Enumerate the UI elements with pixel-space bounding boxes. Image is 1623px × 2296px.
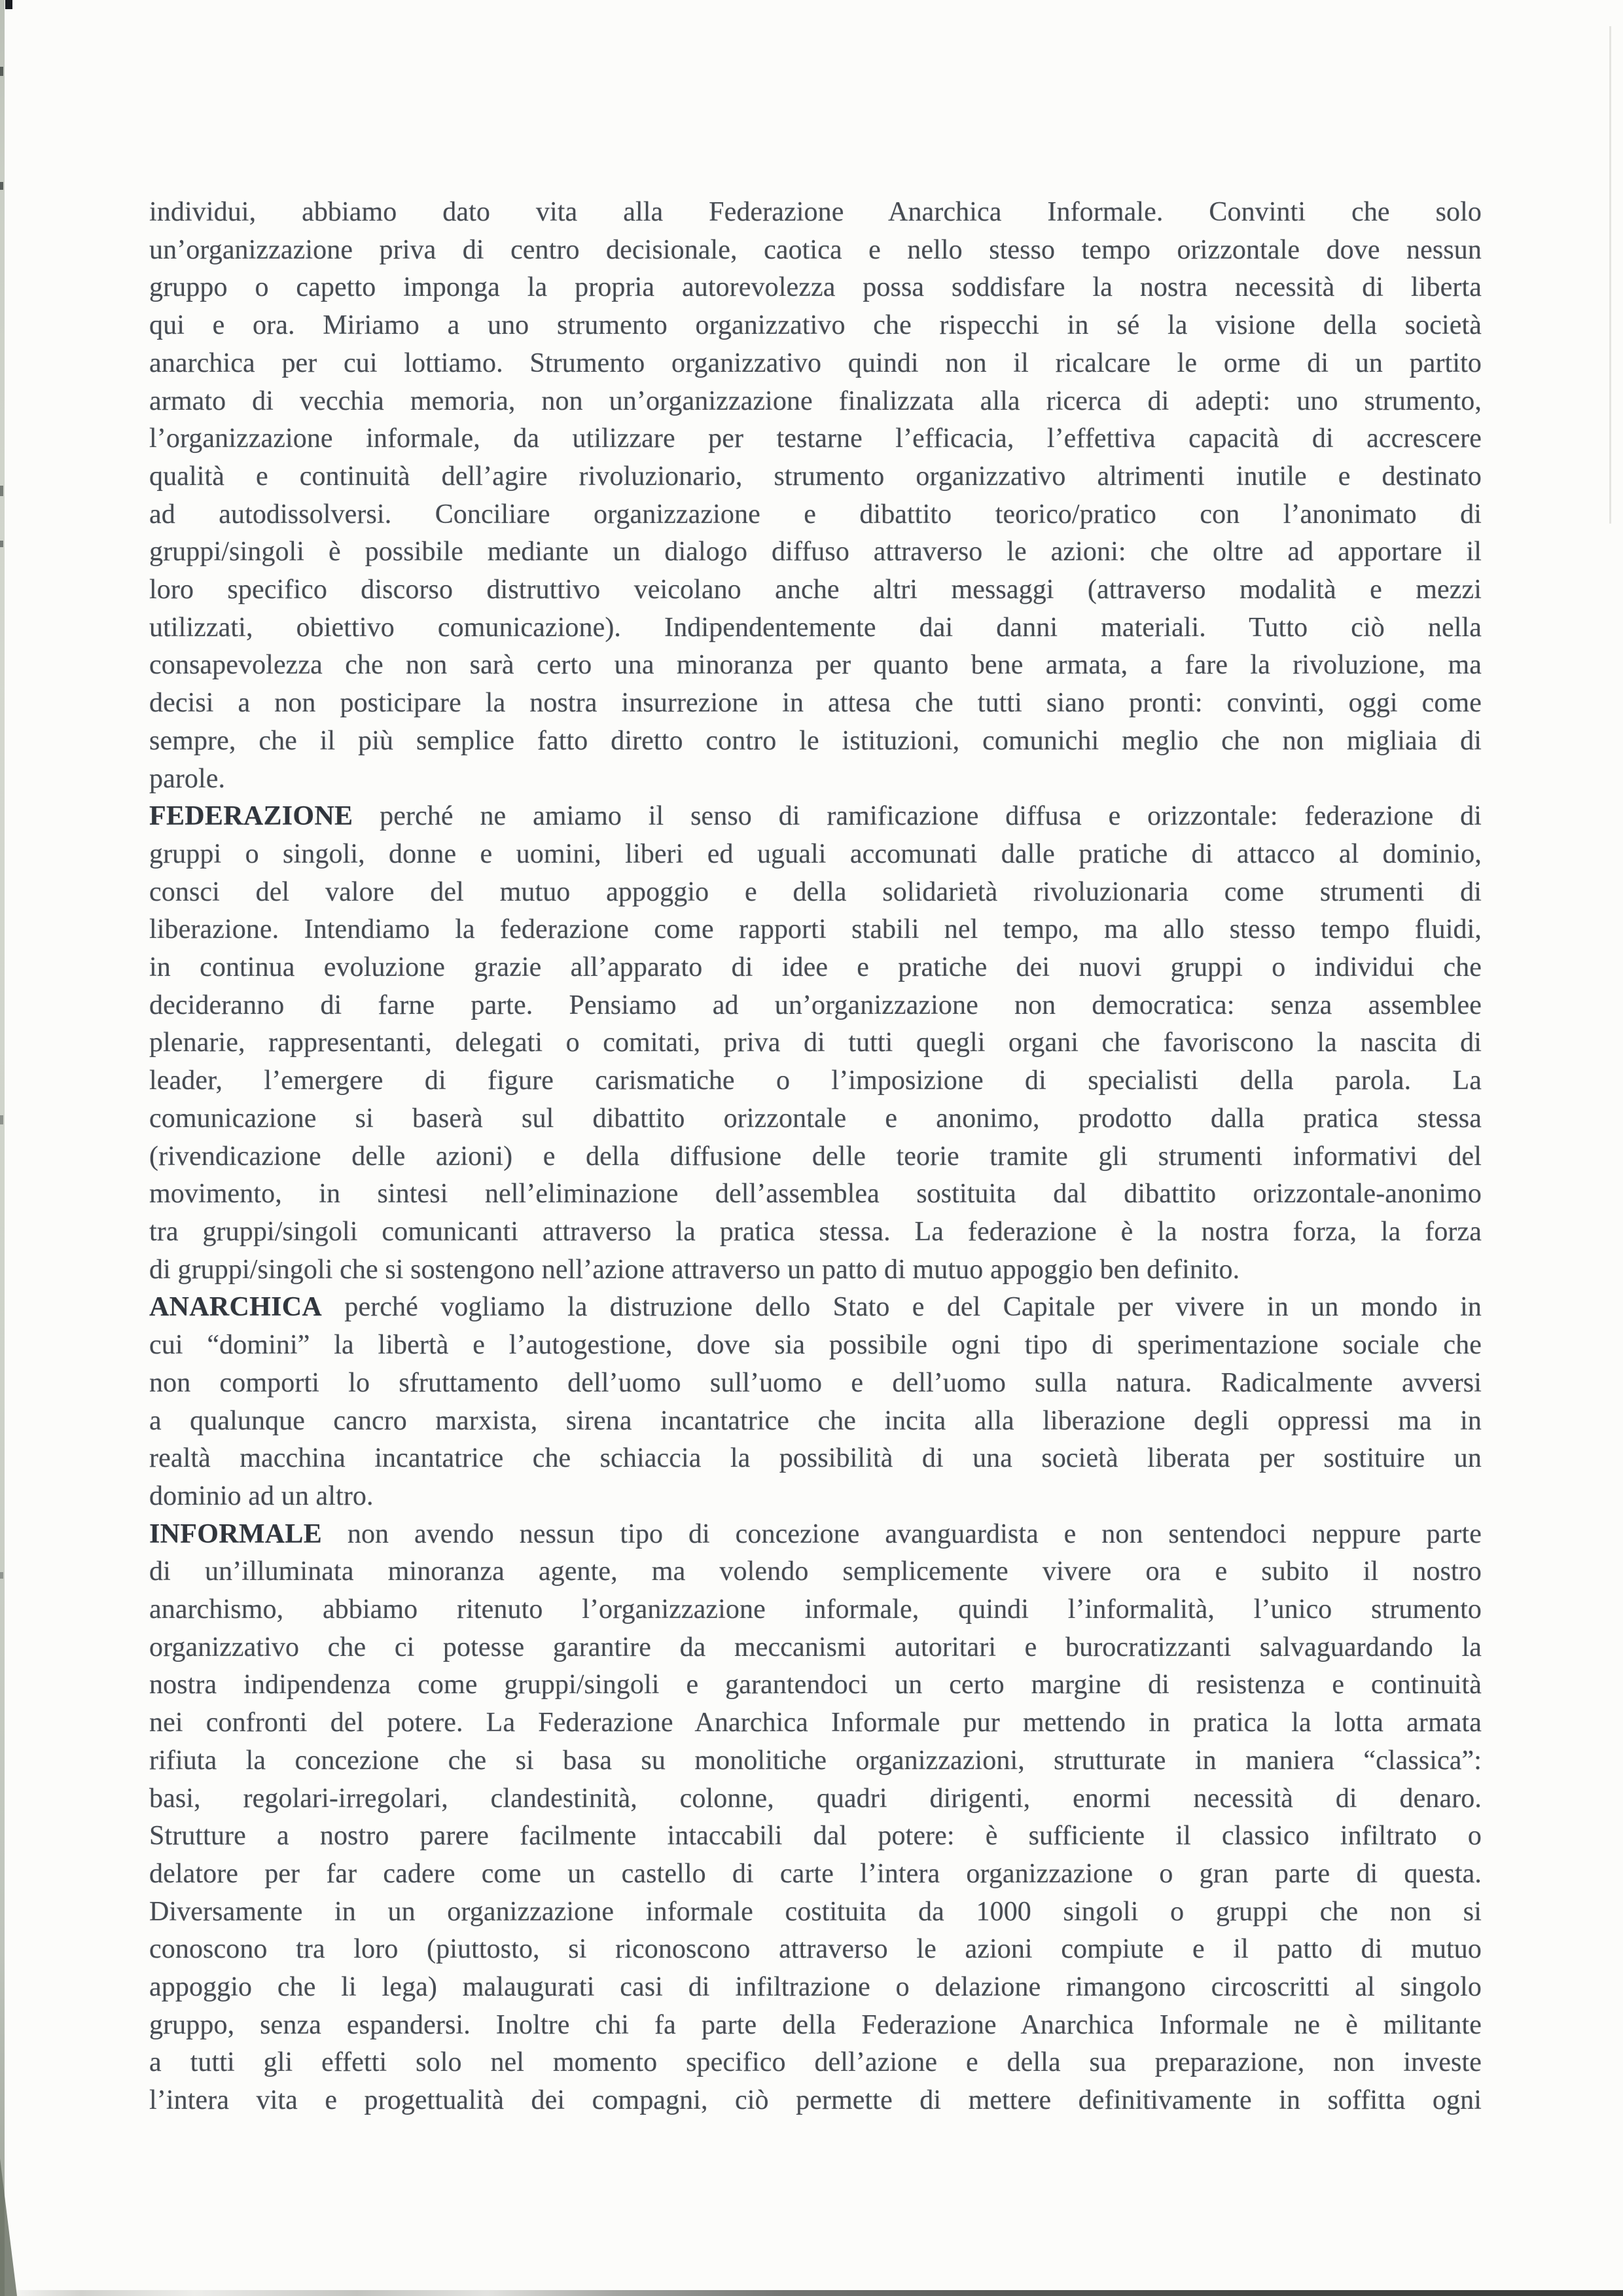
- paragraph: [149, 1289, 1482, 1515]
- text-line: Strutture a nostro parere facilmente intaccabili dal potere: è sufficiente il classico infiltrato o: [149, 1821, 1482, 1852]
- text-line: tra gruppi/singoli comunicanti attraverso la pratica stessa. La federazione è la nostra forza, la forza: [149, 1216, 1482, 1247]
- text-line: liberazione. Intendiamo la federazione come rapporti stabili nel tempo, ma allo stesso tempo fluidi,: [149, 914, 1482, 945]
- paragraph: [149, 194, 1482, 798]
- text-line: utilizzati, obiettivo comunicazione). Indipendentemente dai danni materiali. Tutto ciò nella: [149, 612, 1482, 643]
- scan-bottom-edge-strip: [0, 2290, 1623, 2296]
- text-line: appoggio che li lega) malaugurati casi di infiltrazione o delazione rimangono circoscritti al singolo: [149, 1972, 1482, 2003]
- text-line: anarchica per cui lottiamo. Strumento organizzativo quindi non il ricalcare le orme di un partito: [149, 348, 1482, 378]
- text-line: (rivendicazione delle azioni) e della diffusione delle teorie tramite gli strumenti informativi del: [149, 1141, 1482, 1172]
- text-line: decideranno di farne parte. Pensiamo ad un’organizzazione non democratica: senza assemblee: [149, 990, 1482, 1020]
- scan-corner-mark: [5, 0, 12, 9]
- text-line: a tutti gli effetti solo nel momento specifico dell’azione e della sua preparazione, non investe: [149, 2047, 1482, 2078]
- text-line: conoscono tra loro (piuttosto, si riconoscono attraverso le azioni compiute e il patto di mutuo: [149, 1934, 1482, 1965]
- text-line: nei confronti del potere. La Federazione Anarchica Informale pur mettendo in pratica la lotta armata: [149, 1708, 1482, 1738]
- text-line: delatore per far cadere come un castello di carte l’intera organizzazione o gran parte di questa.: [149, 1858, 1482, 1889]
- text-line: dominio ad un altro.: [149, 1480, 374, 1511]
- text-line: anarchismo, abbiamo ritenuto l’organizzazione informale, quindi l’informalità, l’unico strumento: [149, 1594, 1482, 1625]
- text-line: Diversamente in un organizzazione informale costituita da 1000 singoli o gruppi che non si: [149, 1896, 1482, 1927]
- text-line: gruppo o capetto imponga la propria autorevolezza possa soddisfare la nostra necessità di liberta: [149, 272, 1482, 303]
- text-line: consapevolezza che non sarà certo una minoranza per quanto bene armata, a fare la rivoluzione, ma: [149, 650, 1482, 681]
- paragraph-lead-word: FEDERAZIONE: [149, 801, 353, 832]
- text-line: sempre, che il più semplice fatto diretto contro le istituzioni, comunichi meglio che non migliaia di: [149, 725, 1482, 756]
- text-line: di gruppi/singoli che si sostengono nell’azione attraverso un patto di mutuo appoggio ben definito.: [149, 1254, 1240, 1285]
- text-line: plenarie, rappresentanti, delegati o comitati, priva di tutti quegli organi che favoriscono la nascita di: [149, 1028, 1482, 1058]
- text-line: gruppi/singoli è possibile mediante un dialogo diffuso attraverso le azioni: che oltre ad apportare il: [149, 537, 1482, 567]
- text-line: consci del valore del mutuo appoggio e della solidarietà rivoluzionaria come strumenti di: [149, 876, 1482, 907]
- text-line: organizzativo che ci potesse garantire da meccanismi autoritari e burocratizzanti salvaguardando la: [149, 1632, 1482, 1662]
- text-line: comunicazione si baserà sul dibattito orizzontale e anonimo, prodotto dalla pratica stessa: [149, 1103, 1482, 1134]
- text-line: un’organizzazione priva di centro decisionale, caotica e nello stesso tempo orizzontale dove nessun: [149, 234, 1482, 265]
- text-line: loro specifico discorso distruttivo veicolano anche altri messaggi (attraverso modalità e mezzi: [149, 575, 1482, 605]
- scan-edge-dash: [0, 1115, 3, 1124]
- text-line: ANARCHICA perché vogliamo la distruzione dello Stato e del Capitale per vivere in un mondo in: [149, 1292, 1482, 1323]
- text-line: non comporti lo sfruttamento dell’uomo sull’uomo e dell’uomo sulla natura. Radicalmente avversi: [149, 1367, 1482, 1398]
- text-line: rifiuta la concezione che si basa su monolitiche organizzazioni, strutturate in maniera “classica”:: [149, 1745, 1482, 1776]
- text-line: parole.: [149, 763, 226, 794]
- scan-left-edge-strip: [0, 0, 5, 2296]
- text-line: realtà macchina incantatrice che schiaccia la possibilità di una società liberata per sostituire un: [149, 1443, 1482, 1474]
- text-line: a qualunque cancro marxista, sirena incantatrice che incita alla liberazione degli oppressi ma in: [149, 1405, 1482, 1436]
- text-line: gruppi o singoli, donne e uomini, liberi ed uguali accomunati dalle pratiche di attacco al dominio,: [149, 838, 1482, 869]
- text-line: movimento, in sintesi nell’eliminazione dell’assemblea sostituita dal dibattito orizzontale-anonimo: [149, 1179, 1482, 1210]
- scan-bottom-left-wedge: [0, 2159, 17, 2296]
- scan-edge-dash: [0, 182, 3, 190]
- text-line: basi, regolari-irregolari, clandestinità, colonne, quadri dirigenti, enormi necessità di denaro.: [149, 1783, 1482, 1814]
- text-line: FEDERAZIONE perché ne amiamo il senso di ramificazione diffusa e orizzontale: federazione di: [149, 801, 1482, 832]
- text-line: l’intera vita e progettualità dei compagni, ciò permette di mettere definitivamente in soffitta ogni: [149, 2085, 1482, 2116]
- document-body: [149, 194, 1482, 2120]
- text-line: cui “domini” la libertà e l’autogestione, dove sia possibile ogni tipo di sperimentazione sociale che: [149, 1330, 1482, 1361]
- text-line: nostra indipendenza come gruppi/singoli e garantendoci un certo margine di resistenza e continuità: [149, 1670, 1482, 1700]
- text-line: decisi a non posticipare la nostra insurrezione in attesa che tutti siano pronti: convinti, oggi come: [149, 688, 1482, 719]
- text-line: in continua evoluzione grazie all’apparato di idee e pratiche dei nuovi gruppi o individui che: [149, 952, 1482, 983]
- text-line: qui e ora. Miriamo a uno strumento organizzativo che rispecchi in sé la visione della società: [149, 310, 1482, 341]
- text-line: INFORMALE non avendo nessun tipo di concezione avanguardista e non sentendoci neppure parte: [149, 1518, 1482, 1549]
- scan-edge-dash: [0, 486, 3, 496]
- paragraph: [149, 1516, 1482, 2120]
- text-line: leader, l’emergere di figure carismatiche o l’imposizione di specialisti della parola. La: [149, 1066, 1482, 1096]
- paragraph-lead-word: ANARCHICA: [149, 1292, 323, 1323]
- text-line: ad autodissolversi. Conciliare organizzazione e dibattito teorico/pratico con l’anonimato di: [149, 499, 1482, 529]
- text-line: gruppo, senza espandersi. Inoltre chi fa parte della Federazione Anarchica Informale ne è militante: [149, 2009, 1482, 2040]
- paragraph-lead-word: INFORMALE: [149, 1518, 323, 1549]
- scan-edge-dash: [0, 541, 3, 547]
- text-line: di un’illuminata minoranza agente, ma volendo semplicemente vivere ora e subito il nostro: [149, 1556, 1482, 1587]
- scan-edge-dash: [0, 1572, 3, 1579]
- scan-right-edge-line: [1609, 26, 1611, 524]
- text-line: qualità e continuità dell’agire rivoluzionario, strumento organizzativo altrimenti inutile e destinato: [149, 461, 1482, 492]
- paragraph: [149, 798, 1482, 1289]
- scan-edge-dash: [0, 67, 3, 76]
- text-line: individui, abbiamo dato vita alla Federazione Anarchica Informale. Convinti che solo: [149, 197, 1482, 227]
- text-line: armato di vecchia memoria, non un’organizzazione finalizzata alla ricerca di adepti: uno strumento,: [149, 386, 1482, 416]
- text-line: l’organizzazione informale, da utilizzare per testarne l’efficacia, l’effettiva capacità di accrescere: [149, 423, 1482, 454]
